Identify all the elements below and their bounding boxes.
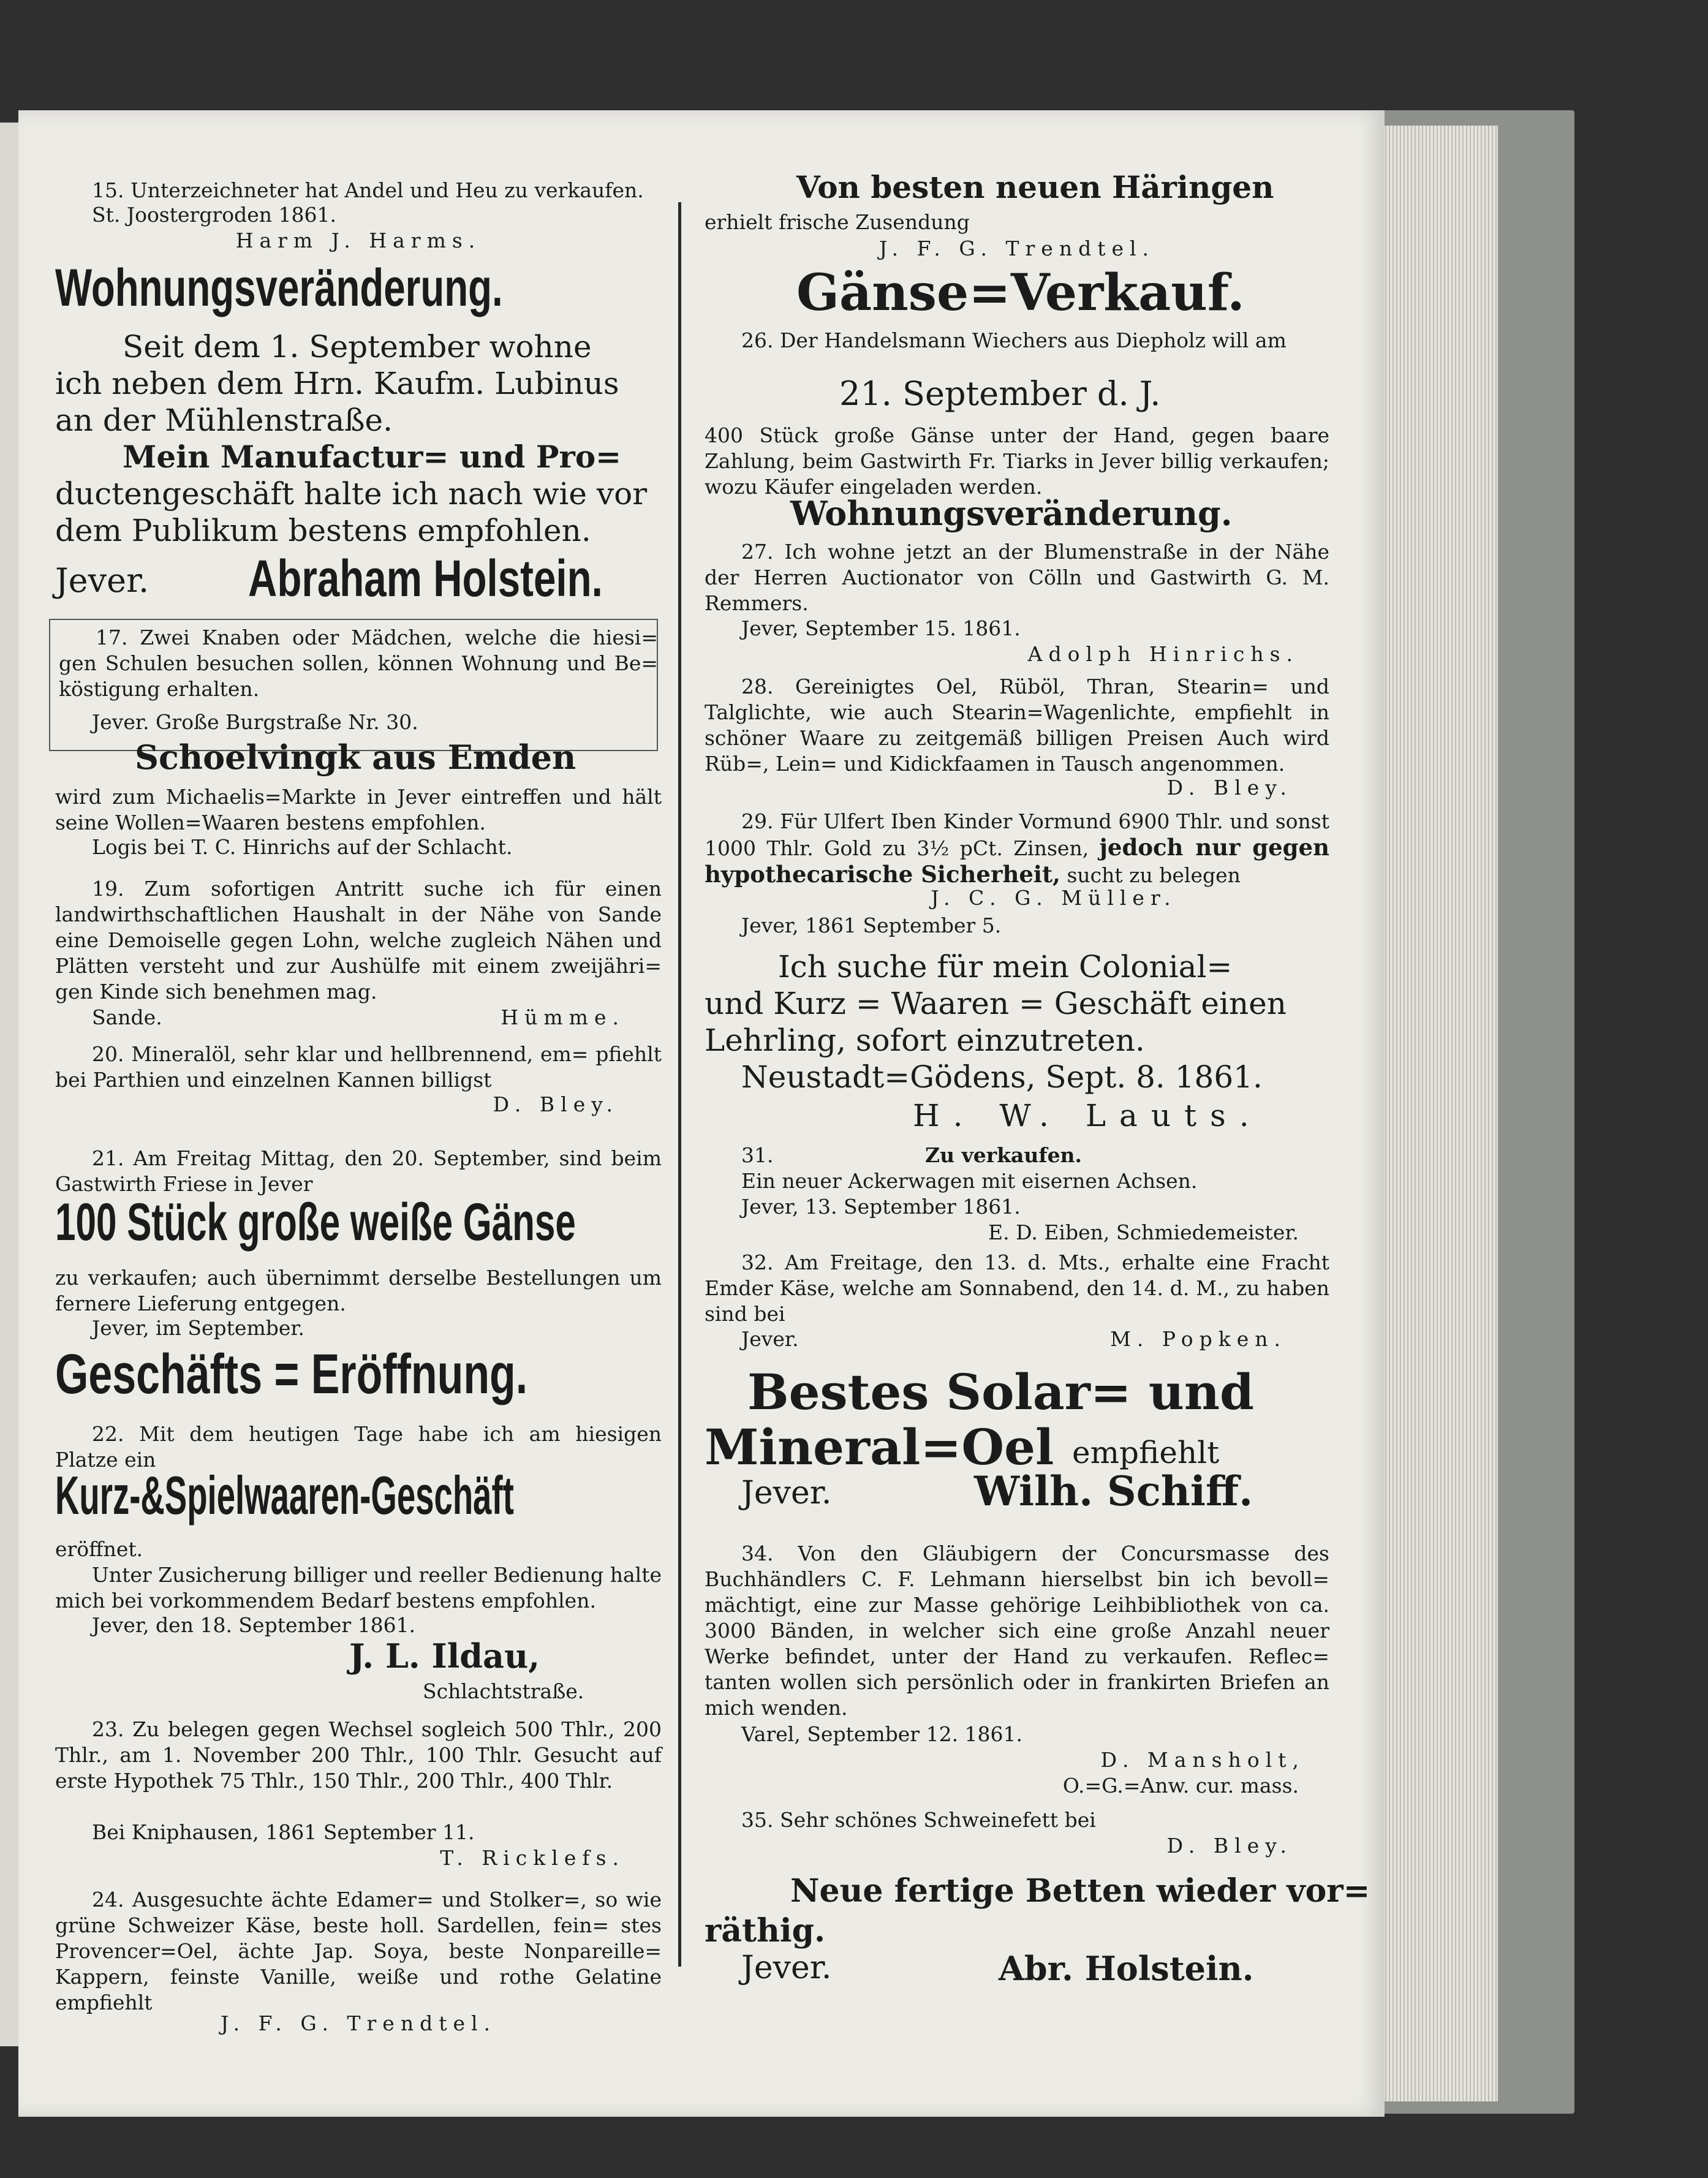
kurz-heading: Kurz-&Spielwaaren-Geschäft bbox=[55, 1465, 514, 1526]
lehrling-line3: Lehrling, sofort einzutreten. bbox=[705, 1023, 1145, 1058]
item-27-text: 27. Ich wohne jetzt an der Blumenstraße in der Nähe der Herren Auctionator von Cölln und Gastwirth G. M. Remmers. bbox=[705, 540, 1329, 615]
kurz-eroeffnet: eröffnet. bbox=[55, 1537, 143, 1561]
column-divider bbox=[678, 202, 681, 1967]
betten-line1: Neue fertige Betten wieder vor= bbox=[790, 1872, 1370, 1910]
lehrling-signature: H. W. Lauts. bbox=[913, 1098, 1263, 1133]
item-29-text bbox=[705, 809, 1329, 888]
haering-text: erhielt frische Zusendung bbox=[705, 210, 970, 234]
item-34-signature: D. Mansholt, bbox=[1100, 1748, 1305, 1772]
item-17-text: 17. Zwei Knaben oder Mädchen, welche die hiesi= gen Schulen besuchen sollen, können Wohnung und Be= köstigung erhalten. bbox=[59, 626, 658, 701]
item-15-line1: 15. Unterzeichneter hat Andel und Heu zu verkaufen. bbox=[92, 178, 644, 202]
wohnung-line1: Seit dem 1. September wohne bbox=[123, 329, 592, 365]
item-15-line2: St. Joostergroden 1861. bbox=[92, 203, 336, 227]
eroeffnung-heading: Geschäfts = Eröffnung. bbox=[55, 1343, 528, 1405]
kurz-street: Schlachtstraße. bbox=[423, 1679, 584, 1703]
item-26-date: 21. September d. J. bbox=[839, 374, 1161, 413]
item-27-date: Jever, September 15. 1861. bbox=[741, 616, 1021, 640]
item-22-text: 22. Mit dem heutigen Tage habe ich am hiesigen Platze ein bbox=[55, 1422, 662, 1472]
haering-signature: J. F. G. Trendtel. bbox=[879, 236, 1155, 260]
item-32-text: 32. Am Freitage, den 13. d. Mts., erhalte eine Fracht Emder Käse, welche am Sonnabend, den 14. d. M., zu haben sind bei bbox=[705, 1250, 1329, 1326]
item-32-place: Jever. bbox=[741, 1327, 799, 1351]
wohnung-heading: Wohnungsveränderung. bbox=[55, 259, 503, 317]
haering-heading: Von besten neuen Häringen bbox=[796, 169, 1274, 205]
item-19-signature: Hümme. bbox=[501, 1005, 625, 1029]
solar-line1: Bestes Solar= und bbox=[747, 1363, 1254, 1421]
item-24-signature: J. F. G. Trendtel. bbox=[220, 2011, 497, 2035]
item-29-signature: J. C. G. Müller. bbox=[931, 886, 1177, 910]
item-26-text: 26. Der Handelsmann Wiechers aus Diepholz will am bbox=[741, 328, 1287, 352]
item-32-signature: M. Popken. bbox=[1110, 1327, 1287, 1351]
wohnung-line2: ich neben dem Hrn. Kaufm. Lubinus bbox=[55, 366, 619, 401]
item-28-signature: D. Bley. bbox=[1166, 776, 1293, 800]
item-24-text: 24. Ausgesuchte ächte Edamer= und Stolker=, so wie grüne Schweizer Käse, beste holl. Sardellen, fein= stes Provencer=Oel, ächte Jap. Soya, beste Nonpareille= Kappern, feinste Vanille, weiße und rothe Gelatine empfiehlt bbox=[55, 1888, 662, 2014]
facing-page-edge bbox=[0, 123, 18, 2046]
item-29-part-b: jedoch nur gegen hypothecarische Sicherheit, bbox=[705, 834, 1329, 888]
item-19-text: 19. Zum sofortigen Antritt suche ich für einen landwirthschaftlichen Haushalt in der Nähe von Sande eine Demoiselle gegen Lohn, welche zugleich Nähen und Plätten versteht und zur Aushülfe mit einem zweijähri= gen Kinde sich benehmen mag. bbox=[55, 877, 662, 1004]
solar-line2: Mineral=Oel bbox=[705, 1418, 1054, 1476]
item-15-signature: Harm J. Harms. bbox=[235, 229, 482, 252]
item-28-text: 28. Gereinigtes Oel, Rüböl, Thran, Stearin= und Talglichte, wie auch Stearin=Wagenlichte, empfiehlt in schöner Waare zu zeitgemäß billigen Preisen Auch wird Rüb=, Lein= und Kidickfaamen in Tausch angenommen. bbox=[705, 675, 1329, 776]
gaense-text: zu verkaufen; auch übernimmt derselbe Bestellungen um fernere Lieferung entgegen. bbox=[55, 1266, 662, 1315]
wohnung-line4: Mein Manufactur= und Pro= bbox=[123, 439, 622, 475]
wohnung-place: Jever. bbox=[55, 561, 149, 600]
solar-signature: Wilh. Schiff. bbox=[974, 1467, 1253, 1515]
lehrling-line4: Neustadt=Gödens, Sept. 8. 1861. bbox=[741, 1059, 1263, 1095]
schoelvingk-heading: Schoelvingk aus Emden bbox=[135, 738, 576, 777]
item-29-part-c: sucht zu belegen bbox=[1067, 863, 1241, 887]
item-26-body: 400 Stück große Gänse unter der Hand, gegen baare Zahlung, beim Gastwirth Fr. Tiarks in Jever billig verkaufen; wozu Käufer eingeladen werden. bbox=[705, 423, 1329, 499]
betten-line2: räthig. bbox=[705, 1912, 826, 1949]
item-19-place: Sande. bbox=[92, 1005, 162, 1029]
wohnung-line3: an der Mühlenstraße. bbox=[55, 403, 393, 438]
lehrling-line2: und Kurz = Waaren = Geschäft einen bbox=[705, 986, 1287, 1021]
item-31-date: Jever, 13. September 1861. bbox=[741, 1195, 1021, 1219]
item-17-address: Jever. Große Burgstraße Nr. 30. bbox=[92, 710, 418, 734]
item-31-signature: E. D. Eiben, Schmiedemeister. bbox=[988, 1220, 1299, 1244]
betten-place: Jever. bbox=[741, 1949, 832, 1986]
gaense-place: Jever, im September. bbox=[92, 1316, 305, 1340]
schoelvingk-logis: Logis bei T. C. Hinrichs auf der Schlacht. bbox=[92, 835, 513, 859]
kurz-signature: J. L. Ildau, bbox=[349, 1636, 540, 1676]
newspaper-page bbox=[18, 110, 1385, 2117]
solar-empfiehlt: empfiehlt bbox=[1072, 1435, 1220, 1470]
item-31-number: 31. bbox=[741, 1143, 774, 1167]
lehrling-line1: Ich suche für mein Colonial= bbox=[778, 949, 1233, 985]
item-34-signature-title: O.=G.=Anw. cur. mass. bbox=[1062, 1774, 1299, 1798]
item-20-signature: D. Bley. bbox=[493, 1092, 619, 1116]
wohnung-line6: dem Publikum bestens empfohlen. bbox=[55, 513, 591, 548]
item-23-text: 23. Zu belegen gegen Wechsel sogleich 500 Thlr., 200 Thlr., am 1. November 200 Thlr., 100 Thlr. Gesucht auf erste Hypothek 75 Thlr., 150 Thlr., 200 Thlr., 400 Thlr. bbox=[55, 1717, 662, 1793]
item-31-heading: Zu verkaufen. bbox=[925, 1143, 1083, 1167]
item-34-date: Varel, September 12. 1861. bbox=[741, 1722, 1023, 1746]
item-35-signature: D. Bley. bbox=[1166, 1834, 1293, 1858]
item-27-signature: Adolph Hinrichs. bbox=[1027, 642, 1299, 666]
kurz-text: Unter Zusicherung billiger und reeller Bedienung halte mich bei vorkommendem Bedarf bestens empfohlen. bbox=[55, 1563, 662, 1613]
wohnung-signature: Abraham Holstein. bbox=[248, 550, 603, 607]
gaense-heading: 100 Stück große weiße Gänse bbox=[55, 1193, 576, 1252]
item-29-date: Jever, 1861 September 5. bbox=[741, 913, 1002, 937]
item-23-signature: T. Ricklefs. bbox=[440, 1846, 625, 1870]
wohnung-line5: ductengeschäft halte ich nach wie vor bbox=[55, 476, 648, 512]
item-29-part-a: 29. Für Ulfert Iben Kinder Vormund 6900 Thlr. und sonst 1000 Thlr. Gold zu 3½ pCt. Zinsen, bbox=[705, 809, 1329, 860]
betten-signature: Abr. Holstein. bbox=[999, 1949, 1254, 1988]
item-20-text: 20. Mineralöl, sehr klar und hellbrennend, em= pfiehlt bei Parthien und einzelnen Kannen billigst bbox=[55, 1042, 662, 1092]
gaense-verkauf-heading: Gänse=Verkauf. bbox=[796, 263, 1245, 322]
schoelvingk-text: wird zum Michaelis=Markte in Jever eintreffen und hält seine Wollen=Waaren bestens empfohlen. bbox=[55, 785, 662, 834]
item-23-place: Bei Kniphausen, 1861 September 11. bbox=[92, 1820, 475, 1844]
kurz-date: Jever, den 18. September 1861. bbox=[92, 1613, 416, 1637]
item-34-text: 34. Von den Gläubigern der Concursmasse des Buchhändlers C. F. Lehmann hierselbst bin ich bevoll= mächtigt, eine zur Masse gehörige Leihbibliothek von ca. 3000 Bänden, in welcher sich eine große Anzahl neuer Werke befindet, unter der Hand zu verkaufen. Reflec= tanten wollen sich persönlich oder in frankirten Briefen an mich wenden. bbox=[705, 1541, 1329, 1720]
wohnung2-heading: Wohnungsveränderung. bbox=[790, 494, 1233, 533]
item-35-text: 35. Sehr schönes Schweinefett bei bbox=[741, 1808, 1096, 1832]
item-31-text: Ein neuer Ackerwagen mit eisernen Achsen. bbox=[741, 1169, 1198, 1193]
solar-place: Jever. bbox=[741, 1475, 832, 1511]
item-21-text: 21. Am Freitag Mittag, den 20. September, sind beim Gastwirth Friese in Jever bbox=[55, 1146, 662, 1196]
